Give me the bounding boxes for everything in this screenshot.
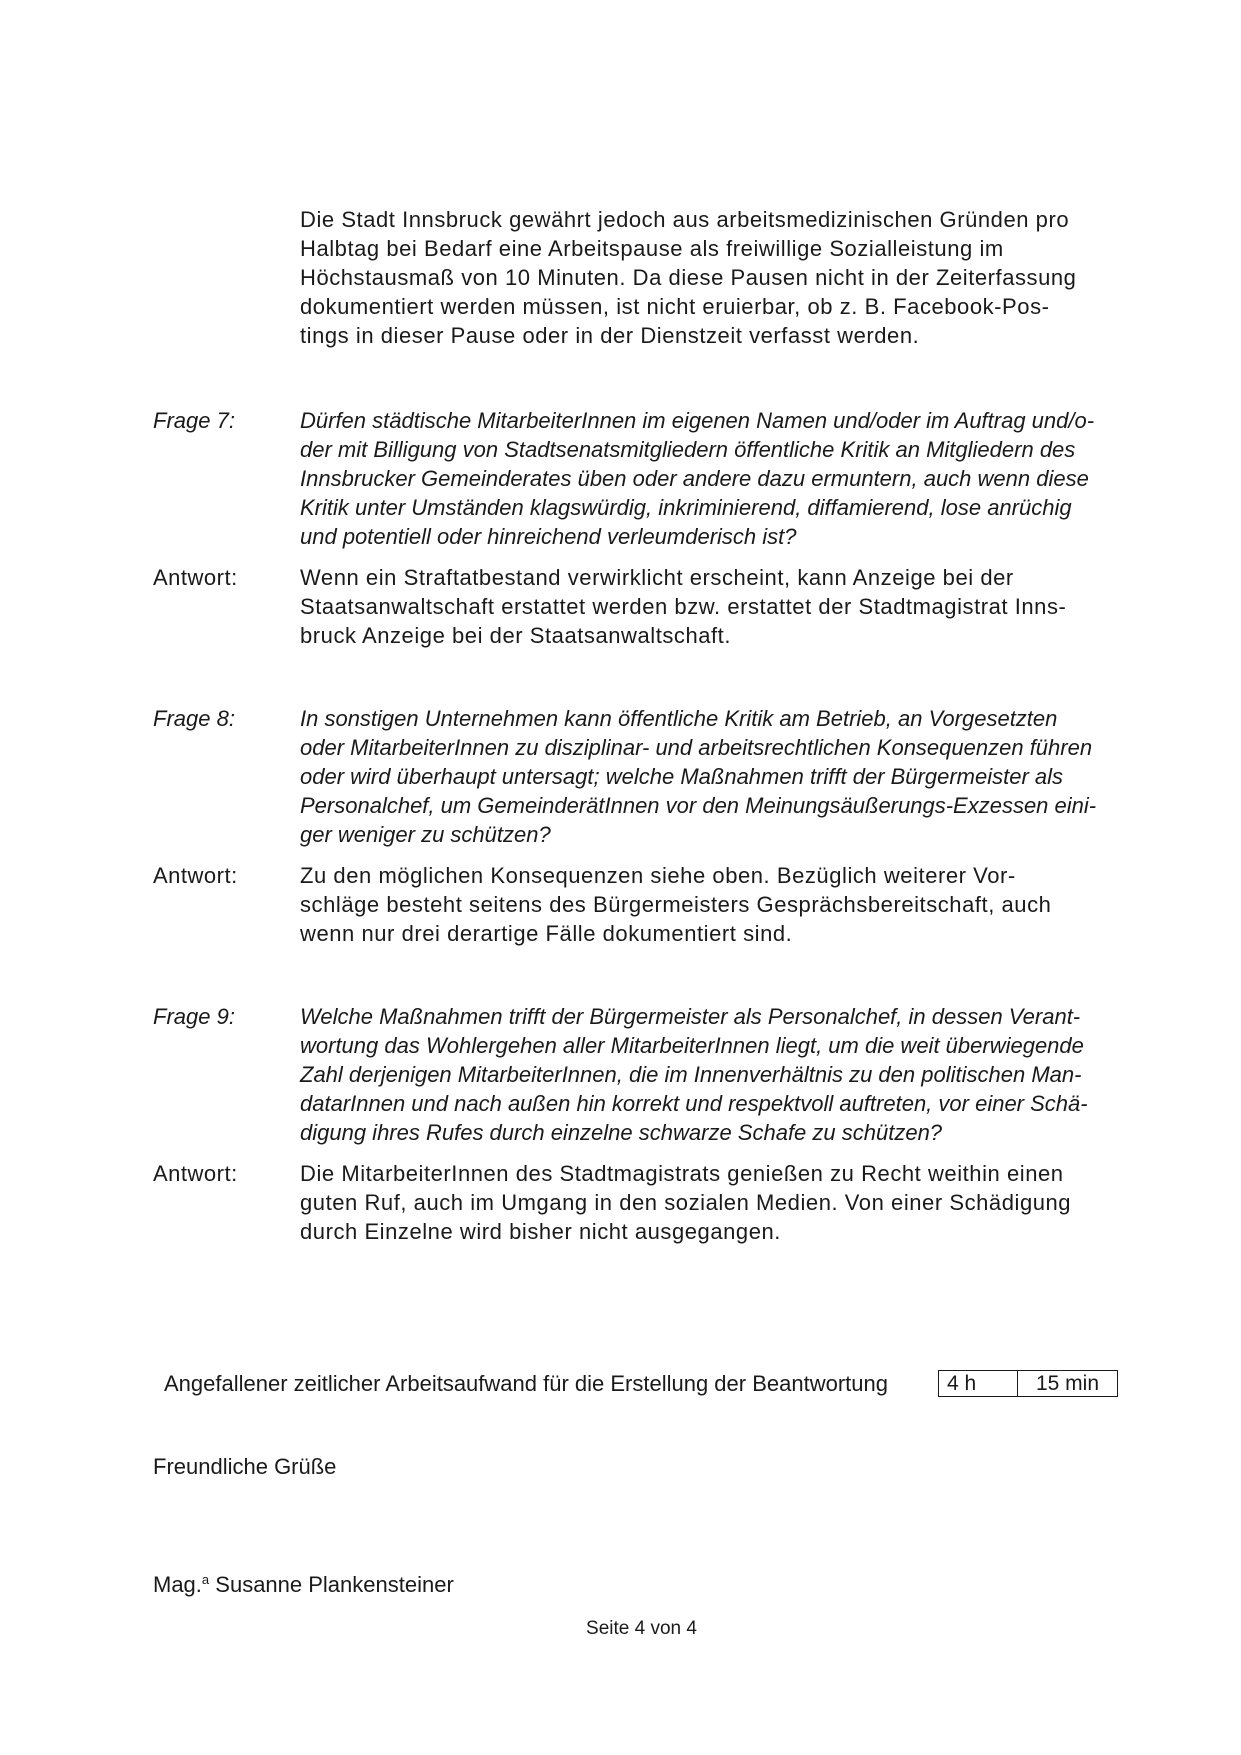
frage-line: Personalchef, um GemeinderätInnen vor den Meinungsäußerungs-Exzessen eini-: [300, 793, 1097, 818]
antwort-line: Staatsanwaltschaft erstattet werden bzw. erstattet der Stadtmagistrat Inns-: [300, 594, 1067, 619]
antwort-line: wenn nur drei derartige Fälle dokumentiert sind.: [300, 921, 793, 946]
frage-line: Kritik unter Umständen klagswürdig, inkriminierend, diffamierend, lose anrüchig: [300, 495, 1072, 520]
greeting: Freundliche Grüße: [153, 1454, 337, 1479]
intro-paragraph: [300, 205, 1130, 350]
antwort-line: Die MitarbeiterInnen des Stadtmagistrats genießen zu Recht weithin einen: [300, 1161, 1064, 1186]
frage-line: und potentiell oder hinreichend verleumderisch ist?: [300, 524, 797, 549]
antwort-line: Zu den möglichen Konsequenzen siehe oben. Bezüglich weiterer Vor-: [300, 863, 1016, 888]
frage-line: oder wird überhaupt untersagt; welche Maßnahmen trifft der Bürgermeister als: [300, 764, 1064, 789]
antwort-line: schläge besteht seitens des Bürgermeisters Gesprächsbereitschaft, auch: [300, 892, 1052, 917]
effort-label: Angefallener zeitlicher Arbeitsaufwand für die Erstellung der Beantwortung: [164, 1371, 888, 1396]
frage-7-text: [300, 406, 1130, 551]
frage-line: wortung das Wohlergehen aller MitarbeiterInnen liegt, um die weit überwiegende: [300, 1033, 1084, 1058]
frage-8-text: [300, 704, 1130, 849]
signature-title: Mag.: [153, 1572, 202, 1597]
frage-line: Dürfen städtische MitarbeiterInnen im eigenen Namen und/oder im Auftrag und/o-: [300, 408, 1095, 433]
frage-line: digung ihres Rufes durch einzelne schwarze Schafe zu schützen?: [300, 1120, 943, 1145]
frage-7-label: Frage 7:: [153, 408, 235, 433]
signature-person: Susanne Plankensteiner: [215, 1572, 454, 1597]
antwort-line: Wenn ein Straftatbestand verwirklicht erscheint, kann Anzeige bei der: [300, 565, 1014, 590]
effort-minutes: 15 min: [1035, 1372, 1100, 1395]
intro-line: dokumentiert werden müssen, ist nicht eruierbar, ob z. B. Facebook-Pos-: [300, 294, 1050, 319]
antwort-line: durch Einzelne wird bisher nicht ausgegangen.: [300, 1219, 781, 1244]
antwort-9-text: [300, 1159, 1130, 1246]
antwort-9-label: Antwort:: [153, 1161, 238, 1186]
antwort-8-text: [300, 861, 1130, 948]
frage-line: oder MitarbeiterInnen zu disziplinar- und arbeitsrechtlichen Konsequenzen führen: [300, 735, 1093, 760]
intro-line: Halbtag bei Bedarf eine Arbeitspause als freiwillige Sozialleistung im: [300, 236, 1004, 261]
frage-line: Innsbrucker Gemeinderates üben oder andere dazu ermuntern, auch wenn diese: [300, 466, 1089, 491]
antwort-8-label: Antwort:: [153, 863, 238, 888]
frage-line: der mit Billigung von Stadtsenatsmitgliedern öffentliche Kritik an Mitgliedern des: [300, 437, 1076, 462]
intro-line: Höchstausmaß von 10 Minuten. Da diese Pausen nicht in der Zeiterfassung: [300, 265, 1077, 290]
signature-name: [153, 1565, 454, 1599]
intro-line: Die Stadt Innsbruck gewährt jedoch aus arbeitsmedizinischen Gründen pro: [300, 207, 1070, 232]
frage-9-text: [300, 1002, 1130, 1147]
page-number: Seite 4 von 4: [586, 1618, 697, 1639]
signature-title-sup: a: [201, 1572, 210, 1587]
effort-table: [938, 1370, 1118, 1397]
frage-8-label: Frage 8:: [153, 706, 235, 731]
frage-line: Welche Maßnahmen trifft der Bürgermeister als Personalchef, in dessen Verant-: [300, 1004, 1081, 1029]
antwort-7-label: Antwort:: [153, 565, 238, 590]
antwort-7-text: [300, 563, 1130, 650]
frage-line: Zahl derjenigen MitarbeiterInnen, die im Innenverhältnis zu den politischen Man-: [300, 1062, 1082, 1087]
intro-line: tings in dieser Pause oder in der Dienstzeit verfasst werden.: [300, 323, 920, 348]
effort-hours: 4 h: [939, 1371, 1018, 1396]
antwort-line: bruck Anzeige bei der Staatsanwaltschaft.: [300, 623, 732, 648]
antwort-line: guten Ruf, auch im Umgang in den sozialen Medien. Von einer Schädigung: [300, 1190, 1072, 1215]
frage-line: ger weniger zu schützen?: [300, 822, 551, 847]
frage-line: In sonstigen Unternehmen kann öffentliche Kritik am Betrieb, an Vorgesetzten: [300, 706, 1058, 731]
frage-9-label: Frage 9:: [153, 1004, 235, 1029]
frage-line: datarInnen und nach außen hin korrekt und respektvoll auftreten, vor einer Schä-: [300, 1091, 1088, 1116]
